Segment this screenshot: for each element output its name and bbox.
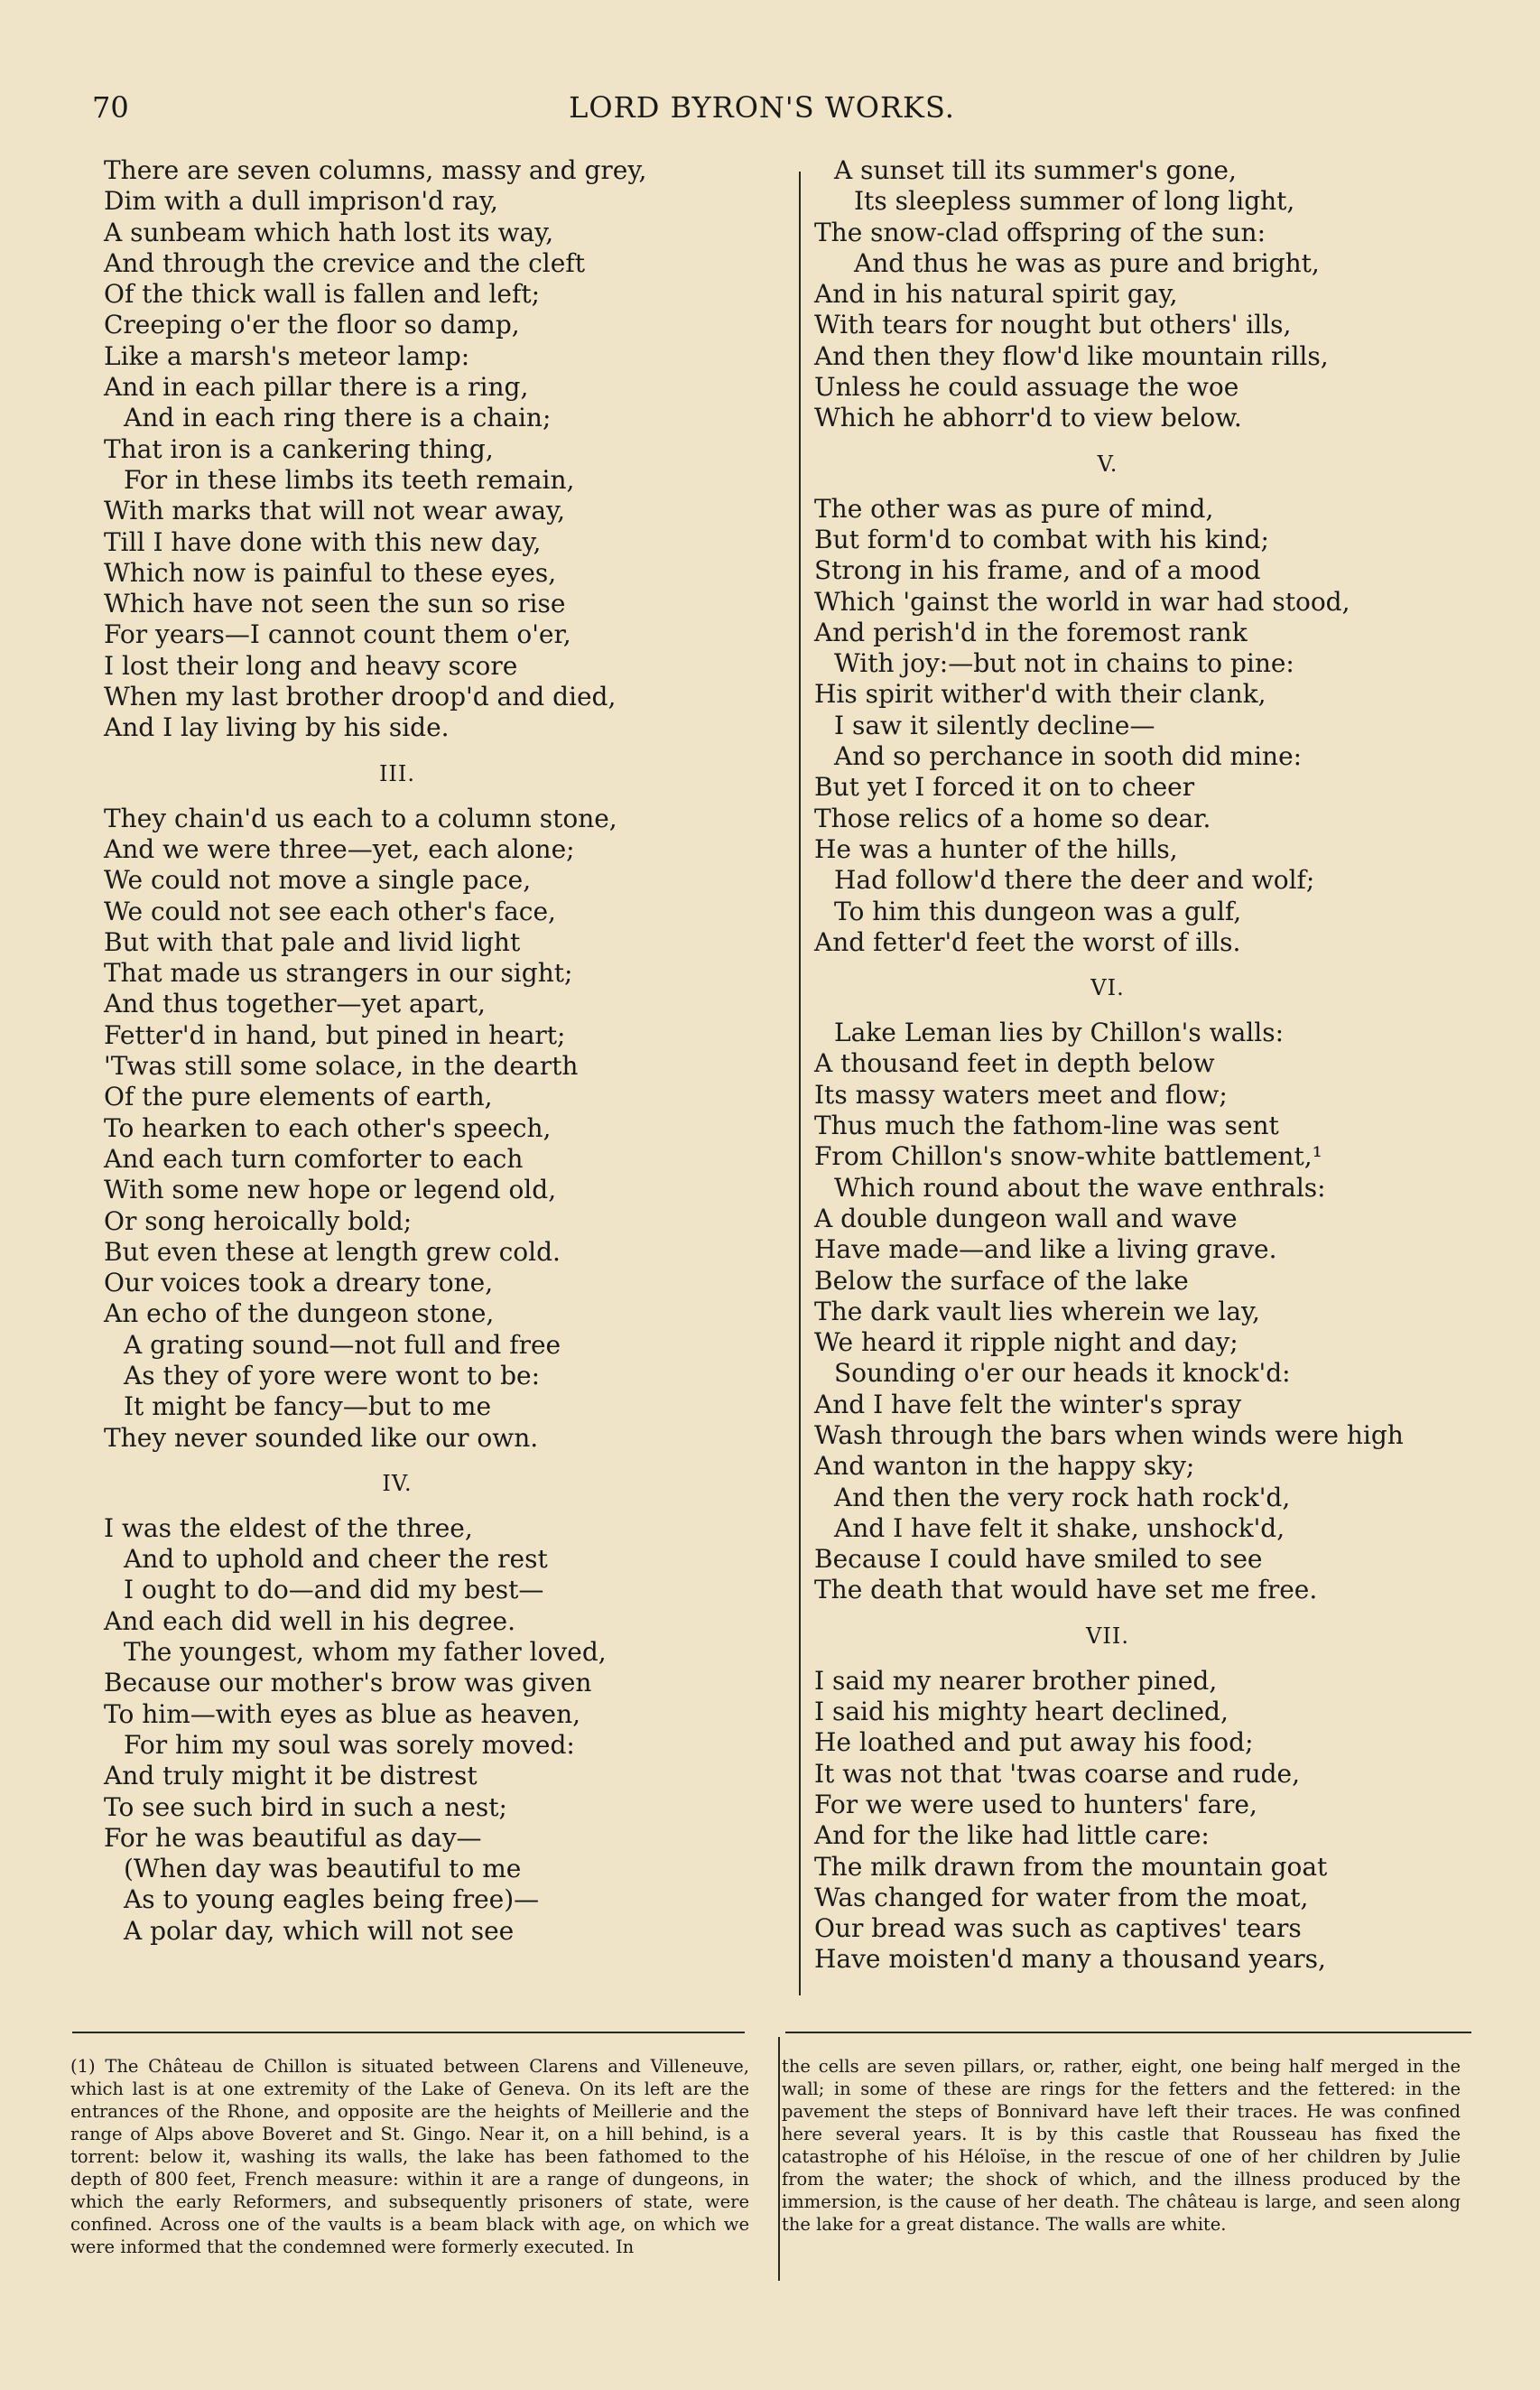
poem-line: A polar day, which will not see	[124, 1915, 515, 1946]
poem-line: And fetter'd feet the worst of ills.	[814, 926, 1241, 957]
right-poem-column	[814, 155, 1404, 1976]
poem-line: 'Twas still some solace, in the dearth	[104, 1051, 579, 1082]
poem-line: The death that would have set me free.	[814, 1575, 1318, 1605]
poem-line: I saw it silently decline—	[834, 710, 1155, 740]
poem-line: Wash through the bars when winds were high	[814, 1419, 1404, 1450]
poem-line: And each turn comforter to each	[104, 1143, 524, 1174]
poem-line: When my last brother droop'd and died,	[104, 682, 617, 712]
poem-line: Which he abhorr'd to view below.	[814, 403, 1242, 433]
poem-line: But even these at length grew cold.	[104, 1236, 561, 1267]
poem-line: To hearken to each other's speech,	[104, 1112, 552, 1143]
poem-line: Like a marsh's meteor lamp:	[104, 340, 470, 371]
poem-line: Have made—and like a living grave.	[814, 1234, 1277, 1265]
poem-line: Because I could have smiled to see	[814, 1544, 1263, 1575]
page-header	[92, 90, 1432, 130]
poem-line: Dim with a dull imprison'd ray,	[104, 186, 498, 217]
poem-line: A double dungeon wall and wave	[814, 1203, 1238, 1233]
poem-line: Which 'gainst the world in war had stood,	[814, 586, 1350, 617]
poem-line: Strong in his frame, and of a mood	[814, 555, 1261, 586]
poem-line: To him this dungeon was a gulf,	[834, 896, 1242, 926]
poem-line: And I have felt it shake, unshock'd,	[834, 1512, 1285, 1543]
poem-line: That iron is a cankering thing,	[104, 433, 494, 464]
poem-line: And thus he was as pure and bright,	[854, 247, 1320, 278]
poem-line: And then they flow'd like mountain rills,	[814, 340, 1329, 371]
poem-line: Fetter'd in hand, but pined in heart;	[104, 1019, 566, 1050]
footnote-divider	[778, 2037, 780, 2281]
poem-line: The other was as pure of mind,	[814, 493, 1214, 524]
poem-line: As they of yore were wont to be:	[124, 1360, 541, 1390]
poem-line: I said his mighty heart declined,	[814, 1697, 1229, 1727]
running-title: LORD BYRON'S WORKS.	[569, 90, 955, 125]
poem-line: His spirit wither'd with their clank,	[814, 679, 1266, 710]
poem-line: And through the crevice and the cleft	[104, 247, 585, 278]
poem-line: He was a hunter of the hills,	[814, 833, 1178, 864]
footnote-right: the cells are seven pillars, or, rather, eight, one being half merged in the wall; in some of these are rings for the fetters and the fettered: in the pavement the steps of Bonnivard have left their traces. He was confined here several years. It is by this castle that Rousseau has fixed the catastrophe of his Héloïse, in the rescue of one of her children by Julie from the water; the shock of which, and the illness produced by the immersion, is the cause of her death. The château is large, and seen along the lake for a great distance. The walls are white.	[782, 2056, 1461, 2235]
poem-line: With marks that will not wear away,	[104, 496, 566, 526]
poem-line: But form'd to combat with his kind;	[814, 524, 1269, 554]
poem-line: Those relics of a home so dear.	[814, 803, 1211, 833]
stanza-number: IV.	[382, 1470, 413, 1496]
poem-line: I was the eldest of the three,	[104, 1512, 473, 1543]
poem-line: To see such bird in such a nest;	[104, 1791, 507, 1822]
poem-line: The milk drawn from the mountain goat	[814, 1851, 1328, 1882]
poem-line: And in his natural spirit gay,	[814, 279, 1178, 310]
poem-line: A thousand feet in depth below	[814, 1048, 1215, 1079]
poem-line: It was not that 'twas coarse and rude,	[814, 1758, 1301, 1789]
poem-line: And each did well in his degree.	[104, 1605, 515, 1636]
poem-line: A sunset till its summer's gone,	[834, 155, 1237, 185]
poem-line: Because our mother's brow was given	[104, 1668, 592, 1698]
poem-line: Which now is painful to these eyes,	[104, 557, 557, 588]
poem-line: For he was beautiful as day—	[104, 1822, 482, 1853]
poem-line: And in each ring there is a chain;	[124, 403, 552, 433]
poem-line: Till I have done with this new day,	[104, 526, 542, 557]
page-number: 70	[92, 90, 129, 125]
poem-line: We heard it ripple night and day;	[814, 1327, 1238, 1358]
poem-line: For we were used to hunters' fare,	[814, 1789, 1257, 1819]
poem-line: Had follow'd there the deer and wolf;	[834, 865, 1315, 896]
poem-line: Or song heroically bold;	[104, 1205, 413, 1236]
poem-line: And truly might it be distrest	[104, 1761, 478, 1791]
footnote-left: (1) The Château de Chillon is situated between Clarens and Villeneuve, which last is at one extremity of the Lake of Geneva. On its left are the entrances of the Rhone, and opposite are the heights of Meillerie and the range of Alps above Boveret and St. Gingo. Near it, on a hill behind, is a torrent: below it, washing its walls, the lake has been fathomed to the depth of 800 feet, French measure: within it are a range of dungeons, in which the early Reformers, and subsequently prisoners of state, were confined. Across one of the vaults is a beam black with age, on which we were informed that the condemned were formerly executed. In	[70, 2056, 749, 2257]
poem-line: And in each pillar there is a ring,	[104, 372, 529, 403]
poem-line: The youngest, whom my father loved,	[124, 1637, 607, 1668]
footnote-rule-left	[72, 2032, 745, 2033]
poem-line: The dark vault lies wherein we lay,	[814, 1296, 1260, 1326]
poem-line: He loathed and put away his food;	[814, 1727, 1254, 1758]
poem-line: For years—I cannot count them o'er,	[104, 619, 571, 650]
left-poem-column	[104, 155, 691, 1947]
poem-line: And for the like had little care:	[814, 1820, 1210, 1851]
poem-line: Our voices took a dreary tone,	[104, 1268, 494, 1298]
poem-line: (When day was beautiful to me	[124, 1854, 522, 1884]
poem-line: To him—with eyes as blue as heaven,	[104, 1698, 581, 1729]
poem-line: That made us strangers in our sight;	[104, 958, 573, 989]
poem-line: Which have not seen the sun so rise	[104, 589, 566, 619]
poem-line: The snow-clad offspring of the sun:	[814, 217, 1266, 247]
poem-line: Creeping o'er the floor so damp,	[104, 310, 520, 340]
stanza-number: V.	[1097, 451, 1118, 477]
poem-line: It might be fancy—but to me	[124, 1391, 492, 1422]
poem-line: Of the pure elements of earth,	[104, 1082, 493, 1112]
poem-line: And we were three—yet, each alone;	[104, 833, 575, 864]
poem-line: Of the thick wall is fallen and left;	[104, 279, 541, 310]
poem-line: We could not see each other's face,	[104, 896, 556, 926]
poem-line: They never sounded like our own.	[104, 1422, 539, 1453]
poem-line: Below the surface of the lake	[814, 1265, 1189, 1296]
poem-line: A sunbeam which hath lost its way,	[104, 217, 554, 247]
poem-line: But yet I forced it on to cheer	[814, 772, 1195, 803]
poem-line: And perish'd in the foremost rank	[814, 617, 1248, 647]
poem-line: And thus together—yet apart,	[104, 989, 486, 1019]
poem-line: An echo of the dungeon stone,	[104, 1298, 495, 1329]
poem-line: With joy:—but not in chains to pine:	[834, 648, 1294, 679]
stanza-number: VI.	[1090, 975, 1125, 1001]
poem-line: We could not move a single pace,	[104, 865, 532, 896]
poem-line: I said my nearer brother pined,	[814, 1665, 1218, 1696]
poem-line: I ought to do—and did my best—	[124, 1575, 544, 1605]
poem-line: And I lay living by his side.	[104, 712, 450, 743]
poem-line: And to uphold and cheer the rest	[124, 1544, 548, 1575]
poem-line: But with that pale and livid light	[104, 926, 521, 957]
poem-line: Our bread was such as captives' tears	[814, 1913, 1302, 1944]
poem-line: Which round about the wave enthrals:	[834, 1172, 1326, 1203]
poem-line: And then the very rock hath rock'd,	[834, 1482, 1291, 1512]
column-divider	[799, 172, 801, 1995]
footnote-rule-right	[785, 2032, 1471, 2033]
poem-line: From Chillon's snow-white battlement,¹	[814, 1141, 1322, 1172]
poem-line: With some new hope or legend old,	[104, 1175, 557, 1205]
poem-line: Thus much the fathom-line was sent	[814, 1111, 1279, 1141]
poem-line: Its sleepless summer of long light,	[854, 186, 1295, 217]
poem-line: Have moisten'd many a thousand years,	[814, 1944, 1326, 1975]
poem-line: And I have felt the winter's spray	[814, 1389, 1242, 1419]
poem-line: As to young eagles being free)—	[124, 1884, 540, 1915]
poem-line: And wanton in the happy sky;	[814, 1451, 1195, 1482]
poem-line: With tears for nought but others' ills,	[814, 310, 1292, 340]
poem-line: Sounding o'er our heads it knock'd:	[834, 1358, 1291, 1389]
poem-line: For him my soul was sorely moved:	[124, 1729, 575, 1760]
stanza-number: III.	[378, 760, 416, 786]
stanza-number: VII.	[1086, 1623, 1129, 1649]
poem-line: Its massy waters meet and flow;	[814, 1079, 1228, 1110]
poem-line: There are seven columns, massy and grey,	[104, 155, 647, 185]
poem-line: I lost their long and heavy score	[104, 650, 518, 681]
poem-line: For in these limbs its teeth remain,	[124, 464, 575, 495]
poem-line: They chain'd us each to a column stone,	[104, 803, 617, 833]
poem-line: A grating sound—not full and free	[124, 1329, 561, 1360]
poem-line: Was changed for water from the moat,	[814, 1882, 1309, 1912]
poem-line: Unless he could assuage the woe	[814, 372, 1239, 403]
poem-line: Lake Leman lies by Chillon's walls:	[834, 1018, 1285, 1048]
poem-line: And so perchance in sooth did mine:	[834, 741, 1303, 772]
